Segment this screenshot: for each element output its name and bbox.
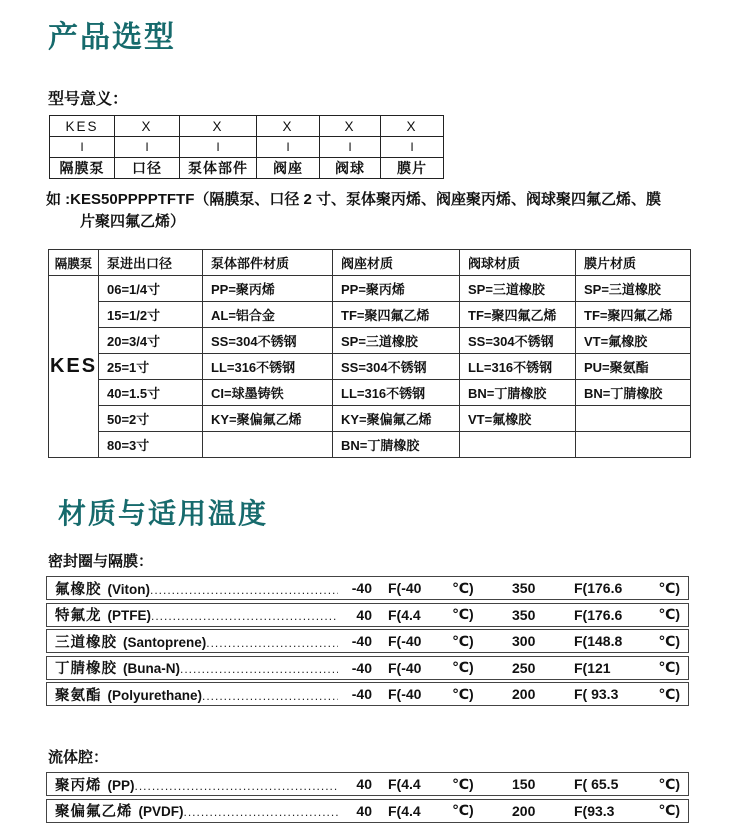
min-temp-unit: ℃): [452, 685, 474, 702]
model-connector-cell: I: [115, 137, 180, 158]
temp-row: [46, 629, 689, 653]
min-temp-unit: ℃): [452, 775, 474, 792]
min-temp-unit: ℃): [452, 632, 474, 649]
selection-header-cell: 膜片材质: [576, 250, 691, 276]
selection-cell: SP=三道橡胶: [460, 276, 576, 302]
max-temp-f: 350: [512, 580, 536, 596]
model-meaning-cell: 阀座: [257, 158, 320, 179]
model-code-cell: X: [180, 116, 257, 137]
max-temp-unit: ℃): [658, 685, 680, 702]
max-temp-c: F( 93.3: [574, 686, 619, 702]
selection-cell: VT=氟橡胶: [576, 328, 691, 354]
model-connector-row: [50, 137, 444, 158]
selection-cell: LL=316不锈钢: [460, 354, 576, 380]
material-name-en: (PVDF): [138, 804, 184, 819]
max-temp-c: F(93.3: [574, 802, 615, 819]
model-meaning-cell: 口径: [115, 158, 180, 179]
selection-cell: [203, 432, 333, 458]
model-code-cell: KES: [50, 116, 115, 137]
model-connector-cell: I: [257, 137, 320, 158]
selection-cell: [576, 432, 691, 458]
model-meaning-row: [50, 158, 444, 179]
max-temp-f: 250: [512, 659, 536, 676]
selection-row: [49, 406, 691, 432]
selection-cell: KY=聚偏氟乙烯: [333, 406, 460, 432]
temp-row: [46, 772, 689, 796]
min-temp-f: -40: [351, 633, 372, 649]
max-temp-f: 350: [512, 606, 536, 623]
material-name-en: (Viton): [107, 581, 150, 597]
min-temp-unit: ℃): [452, 802, 474, 818]
temp-row: [46, 656, 689, 680]
temp-row: [46, 576, 689, 600]
max-temp-unit: ℃): [658, 802, 680, 818]
min-temp-unit: ℃): [452, 579, 474, 596]
max-temp-c: F(176.6: [574, 606, 623, 623]
dotted-leader: [135, 779, 339, 793]
min-temp-f: 40: [356, 606, 372, 623]
selection-row: [49, 302, 691, 328]
material-name-cn: 聚丙烯: [55, 777, 102, 794]
model-code-cell: X: [320, 116, 381, 137]
dotted-leader: [202, 689, 338, 703]
material-name-cn: 特氟龙: [55, 608, 102, 624]
temp-row: [46, 682, 689, 706]
model-code-row: [50, 116, 444, 137]
selection-header-cell: 阀球材质: [460, 250, 576, 276]
selection-header-cell: 泵体部件材质: [203, 250, 333, 276]
min-temp-unit: ℃): [452, 606, 474, 622]
selection-cell: 06=1/4寸: [99, 276, 203, 302]
selection-cell: TF=聚四氟乙烯: [333, 302, 460, 328]
model-code-cell: X: [381, 116, 444, 137]
max-temp-c: F(148.8: [574, 633, 623, 649]
material-name-en: (PTFE): [107, 608, 151, 623]
selection-header-row: [49, 250, 691, 276]
min-temp-f: -40: [351, 580, 372, 596]
selection-cell: BN=丁腈橡胶: [576, 380, 691, 406]
selection-cell: 80=3寸: [99, 432, 203, 458]
dotted-leader: [206, 636, 338, 650]
selection-cell: BN=丁腈橡胶: [460, 380, 576, 406]
max-temp-f: 150: [512, 776, 536, 792]
selection-row: [49, 276, 691, 302]
seal-section-label: 密封圈与隔膜：: [48, 553, 154, 570]
selection-row: [49, 328, 691, 354]
max-temp-f: 300: [512, 633, 536, 649]
selection-cell: 40=1.5寸: [99, 380, 203, 406]
model-example-line2: 片聚四氟乙烯）: [80, 213, 186, 230]
min-temp-f: 40: [356, 802, 372, 819]
selection-corner-cell: 隔膜泵: [49, 250, 99, 276]
min-temp-c: F(-40: [388, 659, 422, 676]
selection-cell: 25=1寸: [99, 354, 203, 380]
selection-row: [49, 380, 691, 406]
model-code-cell: X: [115, 116, 180, 137]
selection-cell: 50=2寸: [99, 406, 203, 432]
max-temp-unit: ℃): [658, 606, 680, 622]
selection-cell: SP=三道橡胶: [576, 276, 691, 302]
selection-cell: [576, 406, 691, 432]
max-temp-unit: ℃): [658, 775, 680, 792]
selection-table: [48, 249, 691, 458]
model-meaning-cell: 膜片: [381, 158, 444, 179]
max-temp-c: F( 65.5: [574, 776, 619, 792]
min-temp-c: F(4.4: [388, 802, 421, 819]
selection-cell: SS=304不锈钢: [333, 354, 460, 380]
dotted-leader: [184, 805, 339, 819]
max-temp-c: F(121: [574, 659, 611, 676]
material-name-cn: 聚氨酯: [55, 687, 102, 704]
material-name-en: (Santoprene): [123, 634, 207, 650]
min-temp-c: F(-40: [388, 580, 422, 596]
model-meaning-cell: 隔膜泵: [50, 158, 115, 179]
material-name-en: (Buna-N): [123, 661, 180, 676]
dotted-leader: [180, 662, 338, 676]
selection-cell: 15=1/2寸: [99, 302, 203, 328]
dotted-leader: [151, 609, 338, 623]
max-temp-f: 200: [512, 802, 536, 819]
selection-cell: SP=三道橡胶: [333, 328, 460, 354]
material-name-en: (PP): [107, 777, 135, 793]
model-connector-cell: I: [50, 137, 115, 158]
min-temp-c: F(4.4: [388, 776, 421, 792]
material-name-cn: 聚偏氟乙烯: [55, 804, 133, 820]
min-temp-c: F(-40: [388, 686, 422, 702]
max-temp-f: 200: [512, 686, 536, 702]
max-temp-unit: ℃): [658, 579, 680, 596]
max-temp-unit: ℃): [658, 659, 680, 675]
temp-row: [46, 799, 689, 823]
section-title-materials: 材质与适用温度: [58, 498, 269, 529]
min-temp-f: -40: [351, 686, 372, 702]
min-temp-unit: ℃): [452, 659, 474, 675]
selection-cell: LL=316不锈钢: [203, 354, 333, 380]
selection-cell: LL=316不锈钢: [333, 380, 460, 406]
material-name-cn: 氟橡胶: [55, 581, 102, 598]
selection-header-cell: 阀座材质: [333, 250, 460, 276]
selection-cell: CI=球墨铸铁: [203, 380, 333, 406]
model-example: [46, 189, 704, 233]
model-meaning-cell: 泵体部件: [180, 158, 257, 179]
selection-cell: KY=聚偏氟乙烯: [203, 406, 333, 432]
seal-temp-table: [46, 576, 689, 706]
selection-cell: PP=聚丙烯: [333, 276, 460, 302]
selection-cell: VT=氟橡胶: [460, 406, 576, 432]
selection-header-cell: 泵进出口径: [99, 250, 203, 276]
material-name-cn: 三道橡胶: [55, 634, 117, 651]
model-meaning-cell: 阀球: [320, 158, 381, 179]
temp-row: [46, 603, 689, 627]
min-temp-c: F(4.4: [388, 606, 421, 623]
selection-cell: PP=聚丙烯: [203, 276, 333, 302]
min-temp-f: -40: [351, 659, 372, 676]
material-name-en: (Polyurethane): [107, 687, 203, 703]
fluid-section-label: 流体腔：: [48, 749, 109, 766]
model-connector-cell: I: [320, 137, 381, 158]
dotted-leader: [150, 583, 338, 597]
page-title: 产品选型: [48, 21, 176, 54]
selection-cell: AL=铝合金: [203, 302, 333, 328]
selection-cell: TF=聚四氟乙烯: [576, 302, 691, 328]
selection-row: [49, 354, 691, 380]
selection-series-cell: KES: [49, 276, 99, 458]
selection-cell: [460, 432, 576, 458]
fluid-temp-table: [46, 772, 689, 823]
max-temp-c: F(176.6: [574, 580, 623, 596]
min-temp-f: 40: [356, 776, 372, 792]
model-connector-cell: I: [180, 137, 257, 158]
selection-cell: SS=304不锈钢: [203, 328, 333, 354]
model-connector-cell: I: [381, 137, 444, 158]
selection-cell: SS=304不锈钢: [460, 328, 576, 354]
model-example-line1: 如 :KES50PPPPTFTF（隔膜泵、口径 2 寸、泵体聚丙烯、阀座聚丙烯、阀球聚四氟乙烯、膜: [46, 191, 662, 208]
model-code-cell: X: [257, 116, 320, 137]
model-code-table: [49, 115, 444, 179]
selection-cell: TF=聚四氟乙烯: [460, 302, 576, 328]
model-meaning-label: 型号意义：: [48, 91, 129, 108]
material-name-cn: 丁腈橡胶: [55, 661, 117, 677]
max-temp-unit: ℃): [658, 632, 680, 649]
selection-cell: 20=3/4寸: [99, 328, 203, 354]
selection-row: [49, 432, 691, 458]
selection-cell: PU=聚氨酯: [576, 354, 691, 380]
min-temp-c: F(-40: [388, 633, 422, 649]
selection-cell: BN=丁腈橡胶: [333, 432, 460, 458]
